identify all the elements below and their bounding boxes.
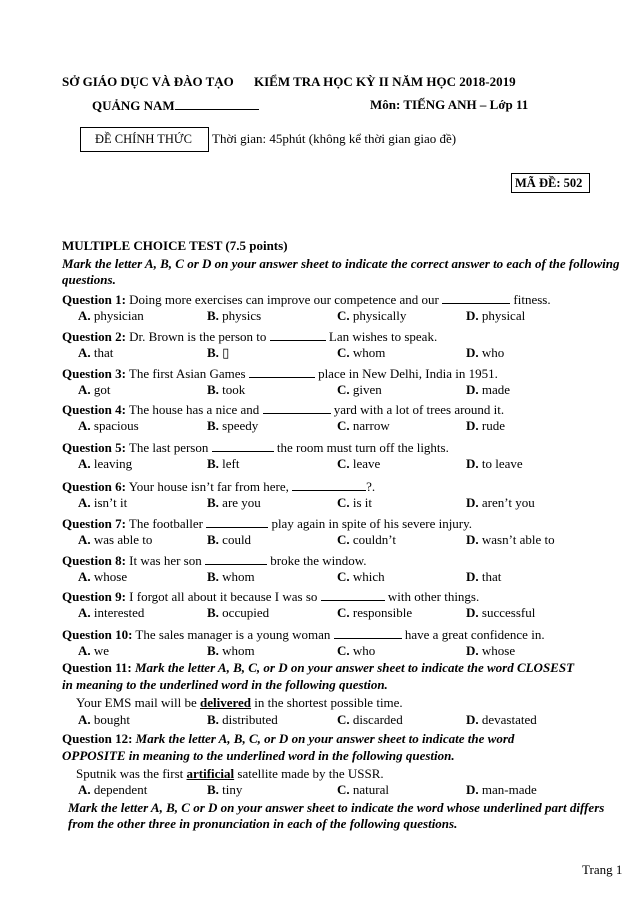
q12-option-c — [337, 782, 389, 798]
question-label: Question 8: — [62, 553, 126, 568]
question-label: Question 10: — [62, 627, 133, 642]
option-letter: C. — [337, 712, 350, 727]
q11-instruction-cont: in meaning to the underlined word in the following question. — [62, 677, 388, 692]
exam-time: Thời gian: 45phút (không kể thời gian giao đề) — [212, 131, 457, 146]
q5-option-a — [78, 456, 132, 472]
question-6 — [62, 478, 375, 495]
q8-option-c — [337, 569, 385, 585]
option-letter: B. — [207, 456, 219, 471]
question-8 — [62, 552, 367, 569]
option-text: whom — [218, 569, 255, 584]
option-letter: C. — [337, 345, 350, 360]
option-text: that — [478, 569, 502, 584]
question-label: Question 4: — [62, 402, 126, 417]
q1-option-d — [466, 308, 525, 324]
question-text-end: play again in spite of his severe injury. — [268, 516, 473, 531]
option-text: distributed — [218, 712, 278, 727]
pronunciation-instruction: Mark the letter A, B, C or D on your answer sheet to indicate the word whose underlined part differs from the other three in pronunciation in each of the following questions. — [68, 800, 605, 831]
q11-option-c — [337, 712, 403, 728]
q11-sentence: Your EMS mail will be delivered in the shortest possible time. — [76, 695, 403, 710]
q12-sentence: Sputnik was the first artificial satellite made by the USSR. — [76, 766, 384, 781]
option-letter: C. — [337, 456, 350, 471]
q2-option-b — [207, 345, 229, 361]
question-10 — [62, 626, 545, 643]
question-text-end: fitness. — [510, 292, 551, 307]
option-text: physically — [349, 308, 407, 323]
option-letter: B. — [207, 382, 219, 397]
option-text: devastated — [478, 712, 537, 727]
q3-option-a — [78, 382, 111, 398]
question-text-end: have a great confidence in. — [401, 627, 545, 642]
province: QUẢNG NAM — [92, 97, 259, 114]
q9-option-b — [207, 605, 269, 621]
option-text: physician — [90, 308, 144, 323]
option-letter: D. — [466, 308, 479, 323]
option-letter: C. — [337, 605, 350, 620]
option-text: made — [478, 382, 511, 397]
option-text: could — [218, 532, 252, 547]
question-text: The footballer — [125, 516, 207, 531]
q2-option-d — [466, 345, 504, 361]
option-text: we — [90, 643, 110, 658]
q9-option-c — [337, 605, 412, 621]
option-text: took — [218, 382, 246, 397]
option-text: ▯ — [218, 345, 230, 360]
subject: Môn: TIẾNG ANH – Lớp 11 — [370, 97, 529, 112]
question-5 — [62, 439, 449, 456]
question-text: I forgot all about it because I was so — [125, 589, 321, 604]
option-text: whose — [90, 569, 128, 584]
option-text: couldn’t — [349, 532, 396, 547]
option-text: isn’t it — [90, 495, 128, 510]
option-text: tiny — [218, 782, 243, 797]
option-letter: C. — [337, 782, 350, 797]
option-text: are you — [218, 495, 261, 510]
q1-option-c — [337, 308, 406, 324]
question-text: The house has a nice and — [125, 402, 263, 417]
question-7 — [62, 515, 472, 532]
q11-option-d — [466, 712, 537, 728]
option-text: left — [218, 456, 240, 471]
option-letter: B. — [207, 643, 219, 658]
q11-option-a — [78, 712, 130, 728]
option-letter: A. — [78, 495, 91, 510]
section-title: MULTIPLE CHOICE TEST (7.5 points) — [62, 238, 288, 253]
q10-option-b — [207, 643, 255, 659]
underlined-word: delivered — [200, 695, 252, 710]
option-text: which — [349, 569, 385, 584]
option-letter: D. — [466, 345, 479, 360]
question-1 — [62, 291, 551, 308]
section-instruction: Mark the letter A, B, C or D on your answer sheet to indicate the correct answer to each of the following questions. — [62, 256, 620, 287]
q7-option-c — [337, 532, 396, 548]
q3-option-d — [466, 382, 510, 398]
q4-option-d — [466, 418, 505, 434]
q1-option-a — [78, 308, 144, 324]
q8-option-b — [207, 569, 255, 585]
option-letter: A. — [78, 782, 91, 797]
question-label: Question 5: — [62, 440, 126, 455]
q6-option-a — [78, 495, 127, 511]
q5-option-c — [337, 456, 380, 472]
question-label: Question 6: — [62, 479, 126, 494]
question-9 — [62, 588, 479, 605]
q10-option-c — [337, 643, 375, 659]
question-text: It was her son — [125, 553, 205, 568]
answer-blank — [292, 478, 366, 491]
q6-option-b — [207, 495, 261, 511]
question-text: The last person — [125, 440, 212, 455]
option-letter: A. — [78, 532, 91, 547]
answer-blank — [205, 552, 267, 565]
option-letter: D. — [466, 569, 479, 584]
answer-blank — [321, 588, 385, 601]
option-text: whom — [349, 345, 386, 360]
question-text: The first Asian Games — [125, 366, 249, 381]
question-text-end: the room must turn off the lights. — [273, 440, 449, 455]
option-letter: D. — [466, 495, 479, 510]
option-letter: A. — [78, 418, 91, 433]
option-text: rude — [478, 418, 505, 433]
q10-option-a — [78, 643, 109, 659]
question-text-end: broke the window. — [267, 553, 367, 568]
option-letter: B. — [207, 569, 219, 584]
q4-option-b — [207, 418, 258, 434]
q12-option-a — [78, 782, 147, 798]
option-letter: A. — [78, 605, 91, 620]
option-letter: B. — [207, 605, 219, 620]
option-letter: B. — [207, 495, 219, 510]
question-3 — [62, 365, 498, 382]
option-letter: D. — [466, 418, 479, 433]
q11-option-b — [207, 712, 278, 728]
option-letter: C. — [337, 308, 350, 323]
option-letter: D. — [466, 456, 479, 471]
option-text: natural — [349, 782, 389, 797]
question-text-end: Lan wishes to speak. — [325, 329, 438, 344]
question-label: Question 2: — [62, 329, 126, 344]
option-text: narrow — [349, 418, 390, 433]
question-text-end: place in New Delhi, India in 1951. — [314, 366, 498, 381]
option-letter: A. — [78, 456, 91, 471]
q2-option-c — [337, 345, 385, 361]
answer-blank — [249, 365, 315, 378]
option-letter: B. — [207, 418, 219, 433]
option-text: leaving — [90, 456, 133, 471]
option-text: occupied — [218, 605, 270, 620]
q11-instruction: Question 11: Mark the letter A, B, C, or D on your answer sheet to indicate the word CLOSEST — [62, 660, 575, 675]
option-letter: C. — [337, 643, 350, 658]
q9-option-a — [78, 605, 144, 621]
option-letter: B. — [207, 782, 219, 797]
option-text: interested — [90, 605, 145, 620]
option-letter: D. — [466, 782, 479, 797]
option-letter: A. — [78, 345, 91, 360]
option-text: aren’t you — [478, 495, 535, 510]
option-text: physics — [218, 308, 262, 323]
option-text: was able to — [90, 532, 153, 547]
option-letter: C. — [337, 532, 350, 547]
question-text-end: ?. — [366, 479, 376, 494]
option-letter: D. — [466, 712, 479, 727]
option-letter: B. — [207, 532, 219, 547]
option-text: who — [349, 643, 376, 658]
option-letter: C. — [337, 569, 350, 584]
option-text: given — [349, 382, 382, 397]
question-text: Your house isn’t far from here, — [125, 479, 293, 494]
q9-option-d — [466, 605, 535, 621]
option-text: is it — [349, 495, 373, 510]
option-letter: C. — [337, 495, 350, 510]
q5-option-b — [207, 456, 240, 472]
q7-option-b — [207, 532, 251, 548]
q6-option-d — [466, 495, 535, 511]
q6-option-c — [337, 495, 372, 511]
option-letter: A. — [78, 712, 91, 727]
answer-blank — [263, 401, 331, 414]
option-text: successful — [478, 605, 536, 620]
q1-option-b — [207, 308, 261, 324]
question-text: Doing more exercises can improve our competence and our — [125, 292, 443, 307]
option-letter: C. — [337, 418, 350, 433]
option-text: got — [90, 382, 111, 397]
page-number: Trang 1 — [582, 862, 623, 877]
question-2 — [62, 328, 437, 345]
option-text: responsible — [349, 605, 413, 620]
q8-option-d — [466, 569, 501, 585]
question-text: Dr. Brown is the person to — [125, 329, 270, 344]
q2-option-a — [78, 345, 113, 361]
question-4 — [62, 401, 504, 418]
question-label: Question 9: — [62, 589, 126, 604]
option-letter: D. — [466, 605, 479, 620]
q12-instruction-cont: OPPOSITE in meaning to the underlined word in the following question. — [62, 748, 455, 763]
option-letter: D. — [466, 382, 479, 397]
question-label: Question 7: — [62, 516, 126, 531]
option-letter: D. — [466, 532, 479, 547]
exam-title: KIỂM TRA HỌC KỲ II NĂM HỌC 2018-2019 — [254, 74, 516, 89]
answer-blank — [442, 291, 510, 304]
exam-code-box — [511, 173, 590, 193]
option-letter: D. — [466, 643, 479, 658]
option-letter: A. — [78, 308, 91, 323]
answer-blank — [212, 439, 274, 452]
option-text: wasn’t able to — [478, 532, 555, 547]
option-letter: A. — [78, 569, 91, 584]
option-letter: B. — [207, 712, 219, 727]
option-letter: C. — [337, 382, 350, 397]
q7-option-d — [466, 532, 555, 548]
q10-option-d — [466, 643, 515, 659]
option-text: to leave — [478, 456, 523, 471]
q4-option-c — [337, 418, 390, 434]
q3-option-c — [337, 382, 382, 398]
option-text: man-made — [478, 782, 537, 797]
question-label: Question 3: — [62, 366, 126, 381]
exam-code: MÃ ĐỀ: 502 — [515, 176, 583, 190]
official-label: ĐỀ CHÍNH THỨC — [95, 132, 192, 146]
q12-instruction: Question 12: Mark the letter A, B, C, or D on your answer sheet to indicate the word — [62, 731, 515, 746]
option-text: dependent — [90, 782, 148, 797]
option-letter: B. — [207, 308, 219, 323]
option-letter: A. — [78, 643, 91, 658]
answer-blank — [270, 328, 326, 341]
option-text: whose — [478, 643, 516, 658]
option-text: speedy — [218, 418, 259, 433]
option-text: whom — [218, 643, 255, 658]
option-text: leave — [349, 456, 381, 471]
q7-option-a — [78, 532, 152, 548]
answer-blank — [334, 626, 402, 639]
q3-option-b — [207, 382, 245, 398]
official-badge — [80, 127, 209, 152]
question-text-end: yard with a lot of trees around it. — [330, 402, 505, 417]
dept-name: SỞ GIÁO DỤC VÀ ĐÀO TẠO — [62, 74, 234, 89]
option-text: who — [478, 345, 505, 360]
underlined-word: artificial — [186, 766, 235, 781]
question-text: The sales manager is a young woman — [132, 627, 334, 642]
q4-option-a — [78, 418, 139, 434]
option-letter: B. — [207, 345, 219, 360]
question-label: Question 1: — [62, 292, 126, 307]
answer-blank — [206, 515, 268, 528]
question-text-end: with other things. — [384, 589, 480, 604]
q12-option-b — [207, 782, 242, 798]
q12-option-d — [466, 782, 537, 798]
q5-option-d — [466, 456, 523, 472]
option-text: physical — [478, 308, 526, 323]
option-text: spacious — [90, 418, 139, 433]
option-text: that — [90, 345, 114, 360]
option-text: bought — [90, 712, 131, 727]
option-text: discarded — [349, 712, 403, 727]
option-letter: A. — [78, 382, 91, 397]
q8-option-a — [78, 569, 127, 585]
